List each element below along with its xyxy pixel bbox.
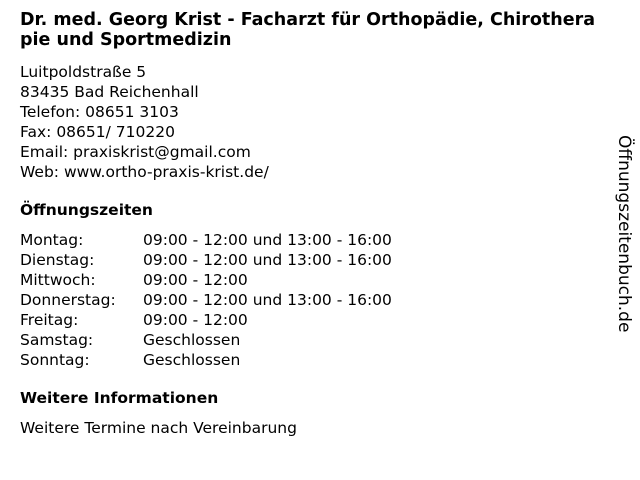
hours-time: 09:00 - 12:00 (143, 311, 248, 329)
hours-day: Mittwoch: (20, 271, 96, 289)
site-watermark: Öffnungszeitenbuch.de (614, 135, 634, 333)
hours-day: Samstag: (20, 331, 94, 349)
opening-hours-table (20, 230, 606, 370)
hours-day: Donnerstag: (20, 291, 116, 309)
hours-day: Freitag: (20, 311, 79, 329)
hours-row-saturday (20, 330, 606, 350)
city-address: 83435 Bad Reichenhall (20, 83, 199, 101)
hours-row-friday (20, 310, 606, 330)
hours-row-tuesday (20, 250, 606, 270)
fax-number: Fax: 08651/ 710220 (20, 123, 175, 141)
website-address: Web: www.ortho-praxis-krist.de/ (20, 163, 269, 181)
hours-day: Montag: (20, 231, 84, 249)
hours-time: Geschlossen (143, 331, 241, 349)
more-info-text: Weitere Termine nach Vereinbarung (20, 419, 297, 437)
phone-number: Telefon: 08651 3103 (20, 103, 179, 121)
practice-title: Dr. med. Georg Krist - Facharzt für Orthopädie, Chirotherapie und Sportmedizin (20, 10, 596, 50)
hours-row-monday (20, 230, 606, 250)
hours-day: Dienstag: (20, 251, 95, 269)
hours-time: 09:00 - 12:00 und 13:00 - 16:00 (143, 251, 392, 269)
street-address: Luitpoldstraße 5 (20, 63, 147, 81)
practice-card (20, 10, 606, 438)
opening-hours-heading: Öffnungszeiten (20, 201, 153, 219)
hours-time: 09:00 - 12:00 und 13:00 - 16:00 (143, 291, 392, 309)
hours-row-sunday (20, 350, 606, 370)
hours-row-thursday (20, 290, 606, 310)
hours-day: Sonntag: (20, 351, 90, 369)
address-block (20, 62, 606, 182)
hours-row-wednesday (20, 270, 606, 290)
hours-time: Geschlossen (143, 351, 241, 369)
hours-time: 09:00 - 12:00 (143, 271, 248, 289)
email-address: Email: praxiskrist@gmail.com (20, 143, 251, 161)
more-info-heading: Weitere Informationen (20, 389, 219, 407)
hours-time: 09:00 - 12:00 und 13:00 - 16:00 (143, 231, 392, 249)
